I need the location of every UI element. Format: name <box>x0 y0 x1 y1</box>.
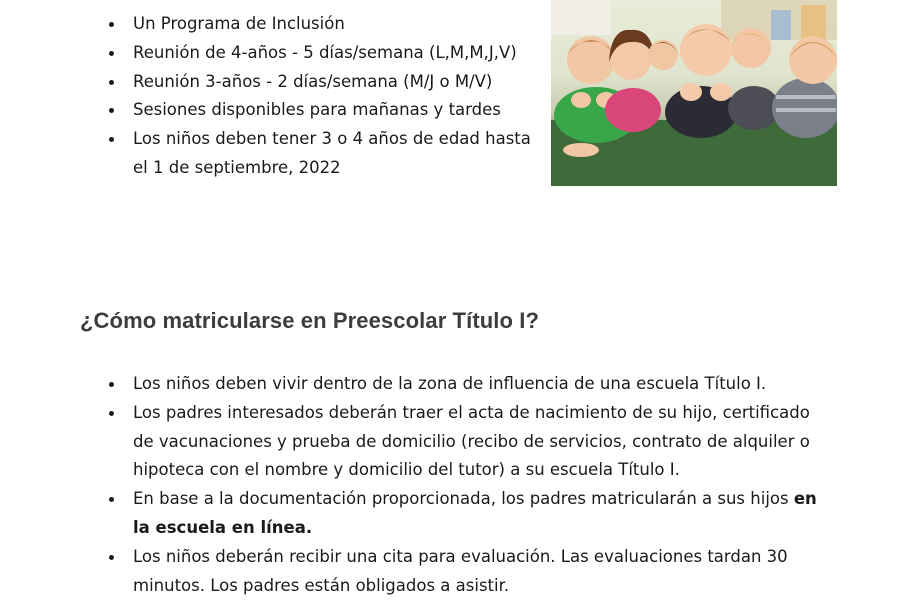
list-item <box>133 485 833 543</box>
children-photo-illustration <box>551 0 837 186</box>
enrollment-steps-list <box>133 370 833 600</box>
list-item: Reunión 3-años - 2 días/semana (M/J o M/V) <box>133 68 533 97</box>
list-item: Un Programa de Inclusión <box>133 10 533 39</box>
list-item: Los niños deberán recibir una cita para evaluación. Las evaluaciones tardan 30 minutos. Los padres están obligados a asistir. <box>133 543 833 600</box>
list-item-text: En base a la documentación proporcionada, los padres matricularán a sus hijos <box>133 489 794 509</box>
children-photo <box>551 0 837 186</box>
list-item: Reunión de 4-años - 5 días/semana (L,M,M,J,V) <box>133 39 533 68</box>
list-item: Sesiones disponibles para mañanas y tardes <box>133 96 533 125</box>
list-item: Los niños deben tener 3 o 4 años de edad hasta el 1 de septiembre, 2022 <box>133 125 533 183</box>
online-enrollment-emphasis: en la escuela en línea. <box>133 489 817 537</box>
list-item: Los niños deben vivir dentro de la zona de influencia de una escuela Título I. <box>133 370 833 399</box>
eligibility-list <box>133 10 533 183</box>
section-heading: ¿Cómo matricularse en Preescolar Título I? <box>80 308 539 333</box>
list-item: Los padres interesados deberán traer el acta de nacimiento de su hijo, certificado de vacunaciones y prueba de domicilio (recibo de servicios, contrato de alquiler o hipoteca con el nombre y domicilio del tutor) a su escuela Título I. <box>133 399 833 485</box>
